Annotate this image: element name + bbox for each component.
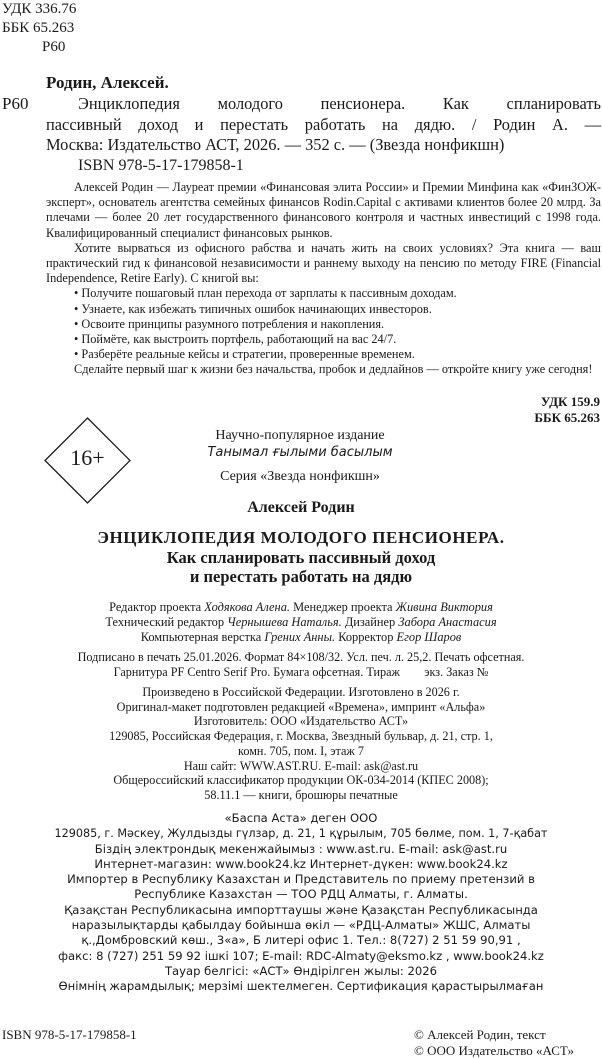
credit-name: Забора Анастасия <box>398 614 497 629</box>
age-rating-badge <box>44 417 131 504</box>
kazakh-line: Импортер в Республику Казахстан и Представитель по приему претензий в <box>67 872 535 887</box>
annotation-bullet: • Узнаете, как избежать типичных ошибок начинающих инвесторов. <box>74 301 432 316</box>
kazakh-line: Республике Казахстан — ТОО РДЦ Алматы, г. Алматы. <box>134 887 468 902</box>
kazakh-line: «Баспа Аста» деген ООО <box>224 811 378 825</box>
publisher-block <box>0 685 602 803</box>
record-line-1: Энциклопедия молодого пенсионера. Как спланировать <box>78 94 601 113</box>
annotation-bullet: • Освоите принципы разумного потребления и накопления. <box>74 316 385 331</box>
book-title-block <box>0 528 602 586</box>
publisher-line: Общероссийский классификатор продукции ОК-034-2014 (КПЕС 2008); <box>113 773 489 788</box>
record-isbn: ISBN 978-5-17-179858-1 <box>78 157 244 174</box>
kazakh-line: факс: 8 (727) 251 59 92 ішкі 107; E-mail: RDC-Almaty@eksmo.kz , www.book24.kz <box>58 948 544 963</box>
book-author: Алексей Родин <box>247 499 355 516</box>
credit-label: Корректор <box>338 629 394 644</box>
annotation-bullet: • Разберёте реальные кейсы и стратегии, проверенные временем. <box>74 347 415 362</box>
credit-name: Живина Виктория <box>395 600 493 614</box>
credit-name: Ходякова Алена. <box>204 600 290 614</box>
age-rating-label: 16+ <box>70 445 105 470</box>
print-details <box>0 650 602 679</box>
record-body <box>46 94 601 156</box>
book-subtitle-1: Как спланировать пассивный доход <box>166 548 436 567</box>
credit-label: Компьютерная верстка <box>140 629 262 644</box>
book-title: ЭНЦИКЛОПЕДИЯ МОЛОДОГО ПЕНСИОНЕРА. <box>97 528 505 547</box>
print-line-1: Подписано в печать 25.01.2026. Формат 84×108/32. Усл. печ. л. 25,2. Печать офсетная. <box>77 650 525 664</box>
publisher-line: 58.11.1 — книги, брошюры печатные <box>204 787 398 802</box>
top-code: Р60 <box>42 39 66 55</box>
credit-name: Егор Шаров <box>396 629 462 644</box>
edition-series: Серия «Звезда нонфикшн» <box>220 469 380 484</box>
record-line-2: пассивный доход и перестать работать на дядю. / Родин А. — <box>46 114 601 134</box>
kazakh-line: Интернет-магазин: www.book24.kz Интернет-дүкен: www.book24.kz <box>94 856 508 871</box>
classification-bbk: ББК 65.263 <box>534 410 600 425</box>
publisher-line: Оригинал-макет подготовлен редакцией «Времена», импринт «Альфа» <box>116 699 486 714</box>
publisher-line: Произведено в Российской Федерации. Изготовлено в 2026 г. <box>142 685 460 699</box>
kazakh-block <box>0 811 602 995</box>
copyright-author: © Алексей Родин, текст <box>414 1027 546 1042</box>
record-author-heading: Родин, Алексей. <box>46 73 169 92</box>
publisher-line: Изготовитель: ООО «Издательство АСТ» <box>193 714 409 729</box>
annotation <box>46 180 601 378</box>
credits-line-1 <box>0 600 602 615</box>
record-code: Р60 <box>2 94 29 113</box>
publisher-line: комн. 705, пом. I, этаж 7 <box>238 743 364 758</box>
credit-label: Менеджер проекта <box>293 600 393 614</box>
credits-line-2 <box>0 615 602 630</box>
credits <box>0 600 602 644</box>
book-subtitle-2: и перестать работать на дядю <box>189 567 413 586</box>
footer-isbn: ISBN 978-5-17-179858-1 <box>2 1027 137 1042</box>
annotation-outro: Сделайте первый шаг к жизни без начальства, пробок и дедлайнов — откройте книгу уже сегодня! <box>74 362 593 377</box>
edition-type-kz: Танымал ғылыми басылым <box>207 445 393 460</box>
publisher-line: 129085, Российская Федерация, г. Москва, Звездный бульвар, д. 21, стр. 1, <box>109 729 493 744</box>
classification-udk: УДК 159.9 <box>540 394 600 409</box>
annotation-bullet: • Поймёте, как выстроить портфель, работающий на вас 24/7. <box>74 332 397 347</box>
kazakh-line: Қазақстан Республикасына импорттаушы және Қазақстан Республикасында <box>64 902 538 917</box>
kazakh-line: Өнімнің жарамдылық; мерзімі шектелмеген. Сертификация қарастырылмаған <box>58 979 544 994</box>
print-line-2: Гарнитура PF Centro Serif Pro. Бумага офсетная. Тираж экз. Заказ № <box>113 664 489 679</box>
credits-line-3 <box>0 630 602 645</box>
kazakh-line: Біздің электрондық мекенжайымыз : www.ast.ru. E-mail: ask@ast.ru <box>94 841 508 856</box>
classification <box>400 394 600 426</box>
top-udk: УДК 336.76 <box>2 1 77 17</box>
credit-label: Дизайнер <box>344 614 396 629</box>
kazakh-line: 129085, г. Мәскеу, Жулдызды гүлзар, д. 21, 1 құрылым, 705 бөлме, пом. 1, 7-қабат <box>54 827 548 841</box>
kazakh-line: қ.,Домбровский көш., 3«а», Б литері офис 1. Тел.: 8(727) 2 51 59 90,91 , <box>81 933 521 948</box>
publisher-line: Наш сайт: WWW.AST.RU. E-mail: ask@ast.ru <box>183 758 419 773</box>
annotation-bio: Алексей Родин — Лауреат премии «Финансовая элита России» и Премии Минфина как «ФинЗОЖ-эксперт», основатель агентства семейных финансов Rodin.Capital с активами клиентов более 20 млрд. За плечами — более 20 лет государственного финансового контроля и частных инвестиций с 1998 года. Квалифицированный специалист финансовых рынков. <box>46 180 601 240</box>
edition-type: Научно-популярное издание <box>215 428 385 443</box>
credit-name: Грених Анны. <box>264 629 336 644</box>
kazakh-line: наразылықтарды қабылдау бойынша өкіл — «РДЦ-Алматы» ЖШС, Алматы <box>71 918 531 933</box>
credit-label: Технический редактор <box>105 614 225 629</box>
copyright-publisher: © ООО Издательство «АСТ» <box>414 1043 575 1058</box>
edition-info <box>170 427 430 485</box>
record-line-3: Москва: Издательство АСТ, 2026. — 352 с. — (Звезда нонфикшн) <box>46 135 505 154</box>
credit-label: Редактор проекта <box>109 600 202 614</box>
top-classification <box>2 0 202 57</box>
kazakh-line: Тауар белгісі: «АСТ» Өндірілген жылы: 2026 <box>164 963 438 978</box>
top-bbk: ББК 65.263 <box>2 20 75 36</box>
credit-name: Чернышева Наталья. <box>227 614 342 629</box>
annotation-intro: Хотите вырваться из офисного рабства и начать жить на своих условиях? Эта книга — ваш практический гид к финансовой независимости и раннему выходу на пенсию по методу FIRE (Financial Independence, Retire Early). С книгой вы: <box>46 240 601 286</box>
annotation-bullet: • Получите пошаговый план перехода от зарплаты к пассивным доходам. <box>74 286 457 301</box>
footer-copyright <box>414 1027 600 1059</box>
